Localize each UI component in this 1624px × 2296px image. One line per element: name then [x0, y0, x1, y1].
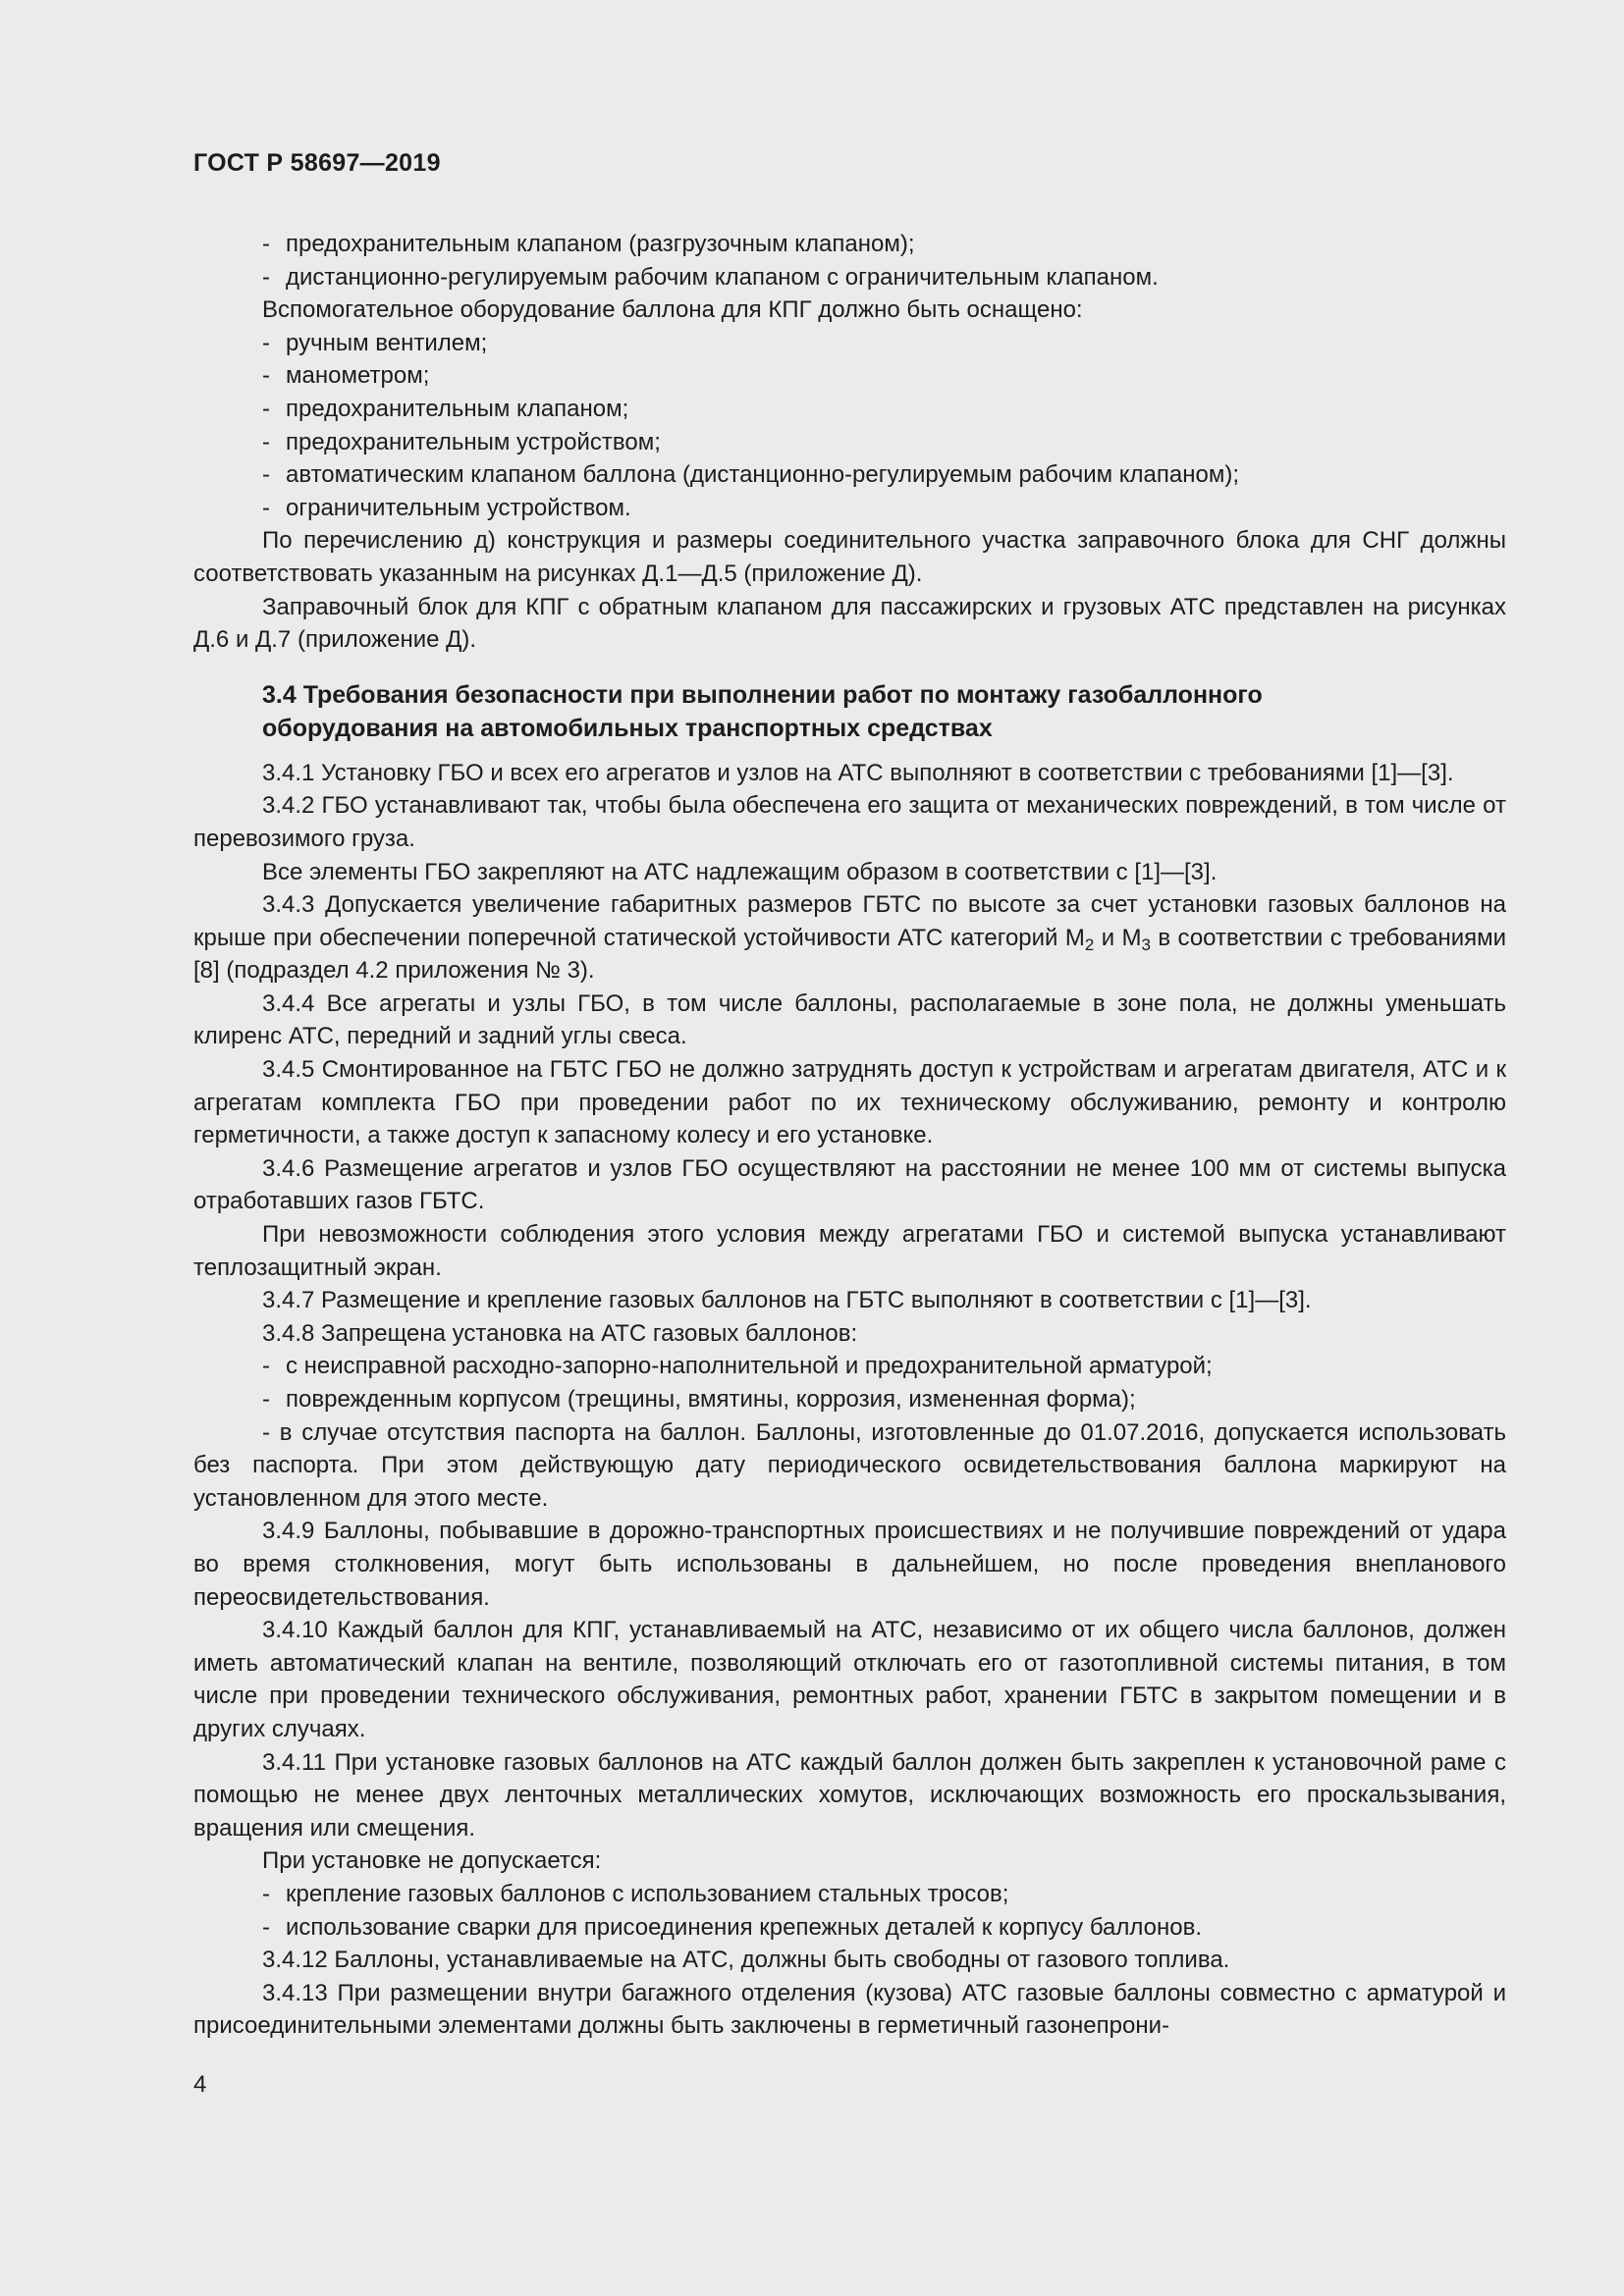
list-item-text: использование сварки для присоединения крепежных деталей к корпусу баллонов.	[286, 1913, 1203, 1941]
paragraph: При невозможности соблюдения этого условия между агрегатами ГБО и системой выпуска устанавливают теплозащитный экран.	[193, 1221, 1506, 1281]
paragraph: Заправочный блок для КПГ с обратным клапаном для пассажирских и грузовых АТС представлен на рисунках Д.6 и Д.7 (приложение Д).	[193, 593, 1506, 654]
list-item	[193, 1911, 1506, 1945]
paragraph: Вспомогательное оборудование баллона для КПГ должно быть оснащено:	[262, 296, 1083, 324]
list-dash: -	[262, 428, 270, 455]
list-item-text: дистанционно-регулируемым рабочим клапаном с ограничительным клапаном.	[286, 263, 1159, 291]
page-number: 4	[193, 2071, 207, 2098]
list-item-text: предохранительным клапаном;	[286, 395, 629, 422]
paragraph: 3.4.6 Размещение агрегатов и узлов ГБО осуществляют на расстоянии не менее 100 мм от системы выпуска отработавших газов ГБТС.	[193, 1154, 1506, 1215]
paragraph: 3.4.11 При установке газовых баллонов на АТС каждый баллон должен быть закреплен к установочной раме с помощью не менее двух ленточных металлических хомутов, исключающих возможность его проскальзывания, вращения или смещения.	[193, 1748, 1506, 1842]
list-dash: -	[262, 263, 270, 291]
list-item	[193, 228, 1506, 261]
paragraph: По перечислению д) конструкция и размеры соединительного участка заправочного блока для СНГ должны соответствовать указанным на рисунках Д.1—Д.5 (приложение Д).	[193, 527, 1506, 587]
list-item	[193, 426, 1506, 459]
list-dash: -	[262, 329, 270, 356]
paragraph-text: 3.4.3 Допускается увеличение габаритных размеров ГБТС по высоте за счет установки газовых баллонов на крыше при обеспечении поперечной статической устойчивости АТС категорий M	[193, 891, 1506, 951]
paragraph	[193, 888, 1506, 988]
paragraph: При установке не допускается:	[262, 1847, 602, 1875]
paragraph: 3.4.13 При размещении внутри багажного отделения (кузова) АТС газовые баллоны совместно с арматурой и присоединительными элементами должны быть заключены в герметичный газонепрони-	[193, 1979, 1506, 2040]
paragraph-text: и M	[1094, 924, 1142, 951]
section-heading	[193, 678, 1506, 745]
list-dash: -	[262, 1353, 270, 1380]
list-item	[193, 1878, 1506, 1911]
paragraph: 3.4.5 Смонтированное на ГБТС ГБО не должно затруднять доступ к устройствам и агрегатам двигателя, АТС и к агрегатам комплекта ГБО при проведении работ по их техническому обслуживанию, ремонту и контролю герметичности, а также доступ к запасному колесу и его установке.	[193, 1056, 1506, 1149]
list-item	[193, 1383, 1506, 1416]
list-item-text: автоматическим клапаном баллона (дистанционно-регулируемым рабочим клапаном);	[286, 461, 1240, 489]
paragraph: Все элементы ГБО закрепляют на АТС надлежащим образом в соответствии с [1]—[3].	[262, 858, 1218, 885]
paragraph: 3.4.12 Баллоны, устанавливаемые на АТС, должны быть свободны от газового топлива.	[262, 1947, 1230, 1974]
section-heading-line: 3.4 Требования безопасности при выполнении работ по монтажу газобаллонного	[262, 680, 1263, 709]
section-heading-line: оборудования на автомобильных транспортных средствах	[262, 714, 993, 742]
paragraph: 3.4.2 ГБО устанавливают так, чтобы была обеспечена его защита от механических повреждений, в том числе от перевозимого груза.	[193, 792, 1506, 852]
document-body	[193, 228, 1506, 2043]
list-item	[193, 458, 1506, 492]
list-item-text: предохранительным клапаном (разгрузочным клапаном);	[286, 231, 915, 257]
subscript: 3	[1141, 934, 1151, 954]
list-dash: -	[262, 395, 270, 422]
paragraph: 3.4.1 Установку ГБО и всех его агрегатов и узлов на АТС выполняют в соответствии с требованиями [1]—[3].	[262, 759, 1454, 786]
list-item-text: ограничительным устройством.	[286, 494, 631, 521]
list-item-text: с неисправной расходно-запорно-наполнительной и предохранительной арматурой;	[286, 1353, 1213, 1380]
list-item	[193, 1350, 1506, 1383]
document-header: ГОСТ Р 58697—2019	[193, 149, 441, 177]
paragraph: 3.4.4 Все агрегаты и узлы ГБО, в том числе баллоны, располагаемые в зоне пола, не должны уменьшать клиренс АТС, передний и задний углы свеса.	[193, 989, 1506, 1050]
paragraph: 3.4.10 Каждый баллон для КПГ, устанавливаемый на АТС, независимо от их общего числа баллонов, должен иметь автоматический клапан на вентиле, позволяющий отключать его от газотопливной системы питания, в том числе при проведении технического обслуживания, ремонтных работ, хранении ГБТС в закрытом помещении и в других случаях.	[193, 1617, 1506, 1742]
paragraph: 3.4.7 Размещение и крепление газовых баллонов на ГБТС выполняют в соответствии с [1]—[3].	[262, 1287, 1312, 1314]
list-dash: -	[262, 1386, 270, 1413]
list-item	[193, 327, 1506, 360]
list-dash: -	[262, 1913, 270, 1941]
list-item-text: поврежденным корпусом (трещины, вмятины, коррозия, измененная форма);	[286, 1386, 1136, 1413]
list-item	[193, 261, 1506, 294]
paragraph-text: в соответствии с требованиями [8] (подраздел 4.2 приложения № 3).	[193, 924, 1507, 985]
list-dash: -	[262, 362, 270, 390]
list-dash: -	[262, 494, 270, 521]
list-item-text: манометром;	[286, 362, 430, 390]
list-item	[193, 492, 1506, 525]
list-item-text: предохранительным устройством;	[286, 428, 661, 455]
list-item-text: ручным вентилем;	[286, 329, 488, 356]
list-dash: -	[262, 461, 270, 489]
paragraph: 3.4.8 Запрещена установка на АТС газовых баллонов:	[262, 1319, 858, 1347]
paragraph: 3.4.9 Баллоны, побывавшие в дорожно-транспортных происшествиях и не получившие повреждений от удара во время столкновения, могут быть использованы в дальнейшем, но после проведения внепланового переосвидетельствования.	[193, 1518, 1506, 1611]
paragraph: - в случае отсутствия паспорта на баллон. Баллоны, изготовленные до 01.07.2016, допускается использовать без паспорта. При этом действующую дату периодического освидетельствования баллона маркируют на установленном для этого месте.	[193, 1418, 1506, 1512]
list-item-text: крепление газовых баллонов с использованием стальных тросов;	[286, 1880, 1009, 1907]
list-dash: -	[262, 1880, 270, 1907]
subscript: 2	[1084, 934, 1095, 954]
list-item	[193, 393, 1506, 426]
list-dash: -	[262, 231, 270, 257]
list-item	[193, 359, 1506, 393]
